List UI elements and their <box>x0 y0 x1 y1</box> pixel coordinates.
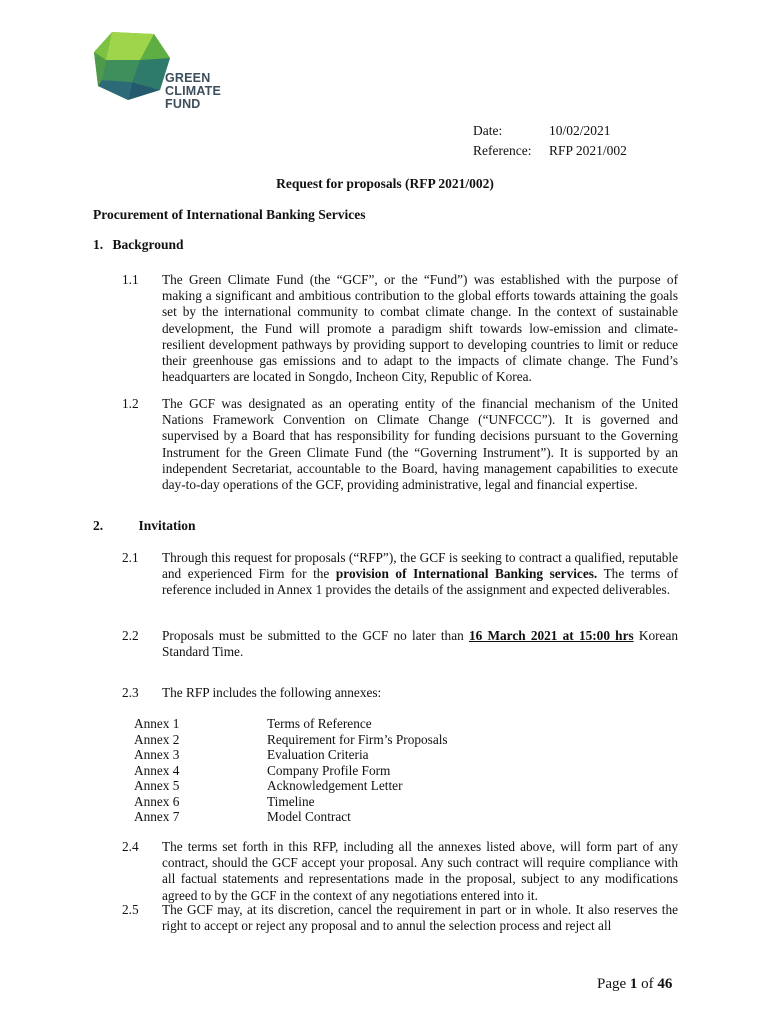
list-item <box>134 747 448 763</box>
logo-line-2: CLIMATE <box>165 84 222 98</box>
logo-line-3: FUND <box>165 97 201 111</box>
paragraph-2-2-text-b: Korean Standard Time. <box>162 628 678 660</box>
list-item <box>134 763 448 779</box>
list-item <box>134 732 448 748</box>
paragraph-2-4-number: 2.4 <box>122 839 139 854</box>
document-subject: Procurement of International Banking Services <box>93 207 366 222</box>
paragraph-2-1-text-a: Through this request for proposals (“RFP”), the GCF is seeking to contract a qualified, reputable and experienced Firm for the <box>162 550 678 582</box>
page-number <box>597 976 672 993</box>
paragraph-2-3-number: 2.3 <box>122 685 139 700</box>
annex-title: Timeline <box>267 793 315 809</box>
annex-title: Evaluation Criteria <box>267 747 369 762</box>
date-value: 10/02/2021 <box>549 123 611 138</box>
section-2-heading <box>93 518 196 534</box>
list-item <box>134 778 448 794</box>
list-item <box>134 716 448 732</box>
annex-label: Annex 7 <box>134 809 180 824</box>
document-title: Request for proposals (RFP 2021/002) <box>276 176 494 191</box>
logo-wordmark <box>165 72 221 111</box>
paragraph-1-2 <box>122 396 678 493</box>
paragraph-2-4-text: The terms set forth in this RFP, including all the annexes listed above, will form part of any contract, should the GCF accept your proposal. Any such contract will require compliance with all factual statements and representations made in the proposal, subject to any modifications agreed to by the GCF in the context of any negotiations entered into it. <box>162 839 678 903</box>
paragraph-1-1-number: 1.1 <box>122 272 139 287</box>
annex-label: Annex 5 <box>134 778 180 793</box>
page-total: 46 <box>657 976 673 992</box>
list-item <box>134 794 448 810</box>
paragraph-2-1-text-b: The terms of reference included in Annex 1 provides the details of the assignment and expected deliverables. <box>162 566 678 598</box>
annex-list <box>134 716 448 825</box>
paragraph-2-5-number: 2.5 <box>122 902 139 917</box>
page-word: Page <box>597 976 630 992</box>
paragraph-2-5-text: The GCF may, at its discretion, cancel the requirement in part or in whole. It also reserves the right to accept or reject any proposal and to annul the selection process and reject all <box>162 902 678 934</box>
annex-title: Terms of Reference <box>267 716 372 731</box>
reference-value: RFP 2021/002 <box>549 143 627 158</box>
paragraph-2-5 <box>122 902 678 934</box>
annex-label: Annex 6 <box>134 793 180 809</box>
section-2-title: Invitation <box>138 518 196 533</box>
paragraph-2-1-text <box>162 550 678 599</box>
date-row <box>473 121 627 141</box>
paragraph-2-1-number: 2.1 <box>122 550 139 565</box>
paragraph-2-2 <box>122 628 678 660</box>
date-label: Date: <box>473 123 503 138</box>
section-1-heading <box>93 237 184 253</box>
annex-title: Model Contract <box>267 809 351 824</box>
gcf-logo-icon <box>92 30 172 102</box>
list-item <box>134 809 448 825</box>
paragraph-2-3 <box>122 685 678 701</box>
section-1-number: 1. <box>93 237 104 252</box>
paragraph-1-1 <box>122 272 678 385</box>
reference-label: Reference: <box>473 143 532 158</box>
paragraph-2-1-bold: provision of International Banking services. <box>335 566 598 582</box>
logo-line-1: GREEN <box>165 71 211 85</box>
annex-title: Acknowledgement Letter <box>267 778 403 793</box>
paragraph-2-2-number: 2.2 <box>122 628 139 643</box>
page-current: 1 <box>629 976 638 992</box>
paragraph-2-1 <box>122 550 678 599</box>
annex-label: Annex 2 <box>134 731 180 747</box>
section-1-title: Background <box>112 237 184 252</box>
paragraph-2-4 <box>122 839 678 904</box>
paragraph-1-2-text: The GCF was designated as an operating entity of the financial mechanism of the United Nations Framework Convention on Climate Change (“UNFCCC”). It is governed and supervised by a Board that has responsibility for funding decisions pursuant to the Governing Instrument for the Green Climate Fund (the “Governing Instrument”). It is supported by an independent Secretariat, accountable to the Board, having management capabilities to execute day-to-day operations of the GCF, providing administrative, legal and financial expertise. <box>162 396 678 493</box>
of-word: of <box>637 976 658 992</box>
paragraph-1-2-number: 1.2 <box>122 396 139 411</box>
document-meta <box>473 121 627 161</box>
paragraph-2-3-text: The RFP includes the following annexes: <box>162 685 382 700</box>
annex-title: Requirement for Firm’s Proposals <box>267 731 448 747</box>
annex-title: Company Profile Form <box>267 762 391 778</box>
annex-label: Annex 4 <box>134 762 180 778</box>
section-2-number: 2. <box>93 518 104 533</box>
deadline-text: 16 March 2021 at 15:00 hrs <box>468 628 634 643</box>
annex-label: Annex 1 <box>134 716 180 731</box>
paragraph-2-2-text-a: Proposals must be submitted to the GCF no later than <box>162 628 469 643</box>
paragraph-1-1-text: The Green Climate Fund (the “GCF”, or the “Fund”) was established with the purpose of making a significant and ambitious contribution to the global efforts towards attaining the goals set by the international community to combat climate change. In the context of sustainable development, the Fund will promote a paradigm shift towards low-emission and climate-resilient development pathways by providing support to developing countries to limit or reduce their greenhouse gas emissions and to adapt to the impacts of climate change. The Fund’s headquarters are located in Songdo, Incheon City, Republic of Korea. <box>162 272 678 385</box>
paragraph-2-2-text <box>162 628 678 660</box>
annex-label: Annex 3 <box>134 747 180 762</box>
reference-row <box>473 141 627 161</box>
